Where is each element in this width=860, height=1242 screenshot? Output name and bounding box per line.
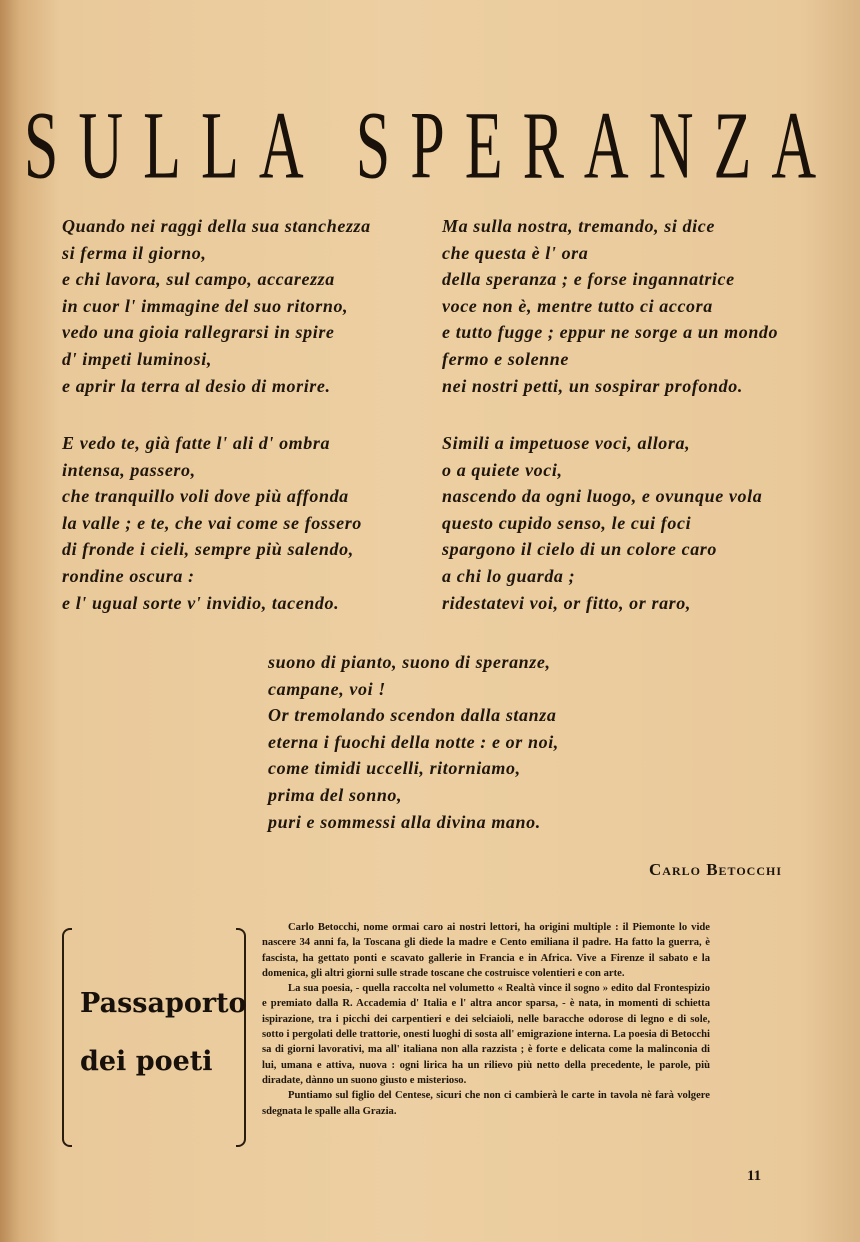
verse-line: questo cupido senso, le cui foci (442, 512, 692, 533)
verse-line: in cuor l' immagine del suo ritorno, (62, 295, 349, 316)
author-signature: Carlo Betocchi (649, 860, 782, 879)
verse-line: prima del sonno, (268, 784, 403, 805)
verse-line: rondine oscura : (62, 565, 195, 586)
verse-line: Simili a impetuose voci, allora, (442, 433, 691, 453)
verse-line: che tranquillo voli dove più affonda (62, 486, 349, 507)
verse-line: suono di pianto, suono di speranze, (268, 652, 551, 672)
verse-line: nascendo da ogni luogo, e ovunque vola (442, 486, 763, 507)
verse-line: voce non è, mentre tutto ci accora (442, 295, 713, 316)
verse-line: come timidi uccelli, ritorniamo, (268, 758, 521, 779)
bio-paragraph: La sua poesia, - quella raccolta nel volumetto « Realtà vince il sogno » edito dal Frontespizio e premiato dalla R. Accademia d' Italia e l' altra ancor sparsa, - è nata, in momenti di schietta ispirazione, tra i picchi dei carpentieri e dei selciaioli, nelle baracche odorose di legno e di sole, sotto i pergolati delle trattorie, onesti luoghi di sosta all' emigrazione interna. La poesia di Betocchi sa di giorni lavorativi, ma all' italiana non alla razzista ; è forte e delicata come la malinconia di lui, umana e attiva, nuova : ogni lirica ha un rilievo più netto della precedente, le parole, più diradate, dànno un suono giusto e misterioso. (262, 983, 710, 1086)
verse-line: a chi lo guarda ; (442, 565, 576, 586)
verse-line: che questa è l' ora (442, 242, 589, 263)
verse-line: della speranza ; e forse ingannatrice (442, 269, 735, 290)
section-heading-line-2: dei poeti (80, 1046, 213, 1077)
verse-line: o a quiete voci, (442, 459, 563, 480)
verse-line: di fronde i cieli, sempre più salendo, (62, 539, 354, 560)
verse-line: eterna i fuochi della notte : e or noi, (268, 731, 559, 752)
verse-line: spargono il cielo di un colore caro (442, 539, 718, 560)
verse-line: la valle ; e te, che vai come se fossero (62, 512, 362, 533)
verse-line: e chi lavora, sul campo, accarezza (62, 269, 335, 290)
verse-line: si ferma il giorno, (62, 242, 207, 263)
bio-paragraph: Carlo Betocchi, nome ormai caro ai nostri lettori, ha origini multiple : il Piemonte lo vide nascere 34 anni fa, la Toscana gli diede la madre e Cento emiliana il padre. Ha fatto la guerra, è fascista, ha gettato ponti e scavato gallerie in Francia e in Africa. Vive a Firenze il sabato e la domenica, gli altri giorni sulle strade toscane che costruisce volentieri e con arte. (262, 922, 710, 979)
poem-title: SULLA SPERANZA (23, 93, 837, 199)
verse-line: Ma sulla nostra, tremando, si dice (442, 216, 715, 236)
verse-line: e tutto fugge ; eppur ne sorge a un mondo (442, 322, 779, 343)
verse-line: ridestatevi voi, or fitto, or raro, (442, 592, 691, 613)
stanza-2 (442, 213, 778, 399)
verse-line: e l' ugual sorte v' invidio, tacendo. (62, 592, 340, 613)
verse-line: d' impeti luminosi, (62, 348, 212, 369)
stanza-3 (62, 430, 362, 616)
verse-line: intensa, passero, (62, 459, 196, 480)
section-heading-line-1: Passaporto (80, 988, 247, 1019)
left-brace (62, 928, 72, 1147)
stanza-5 (268, 649, 559, 835)
bio-paragraph: Puntiamo sul figlio del Centese, sicuri che non ci cambierà le carte in tavola nè farà volgere sdegnata le spalle alla Grazia. (262, 1090, 710, 1117)
verse-line: nei nostri petti, un sospirar profondo. (442, 375, 743, 396)
verse-line: puri e sommessi alla divina mano. (268, 811, 541, 832)
section-heading (80, 975, 247, 1091)
verse-line: campane, voi ! (268, 678, 386, 699)
verse-line: vedo una gioia rallegrarsi in spire (62, 322, 335, 343)
verse-line: e aprir la terra al desio di morire. (62, 375, 331, 396)
verse-line: E vedo te, già fatte l' ali d' ombra (62, 433, 331, 453)
page-number: 11 (747, 1168, 762, 1184)
verse-line: Quando nei raggi della sua stanchezza (62, 216, 371, 236)
author-biography (262, 920, 710, 1119)
stanza-4 (442, 430, 762, 616)
verse-line: Or tremolando scendon dalla stanza (268, 705, 557, 726)
verse-line: fermo e solenne (442, 348, 569, 369)
stanza-1 (62, 213, 371, 399)
